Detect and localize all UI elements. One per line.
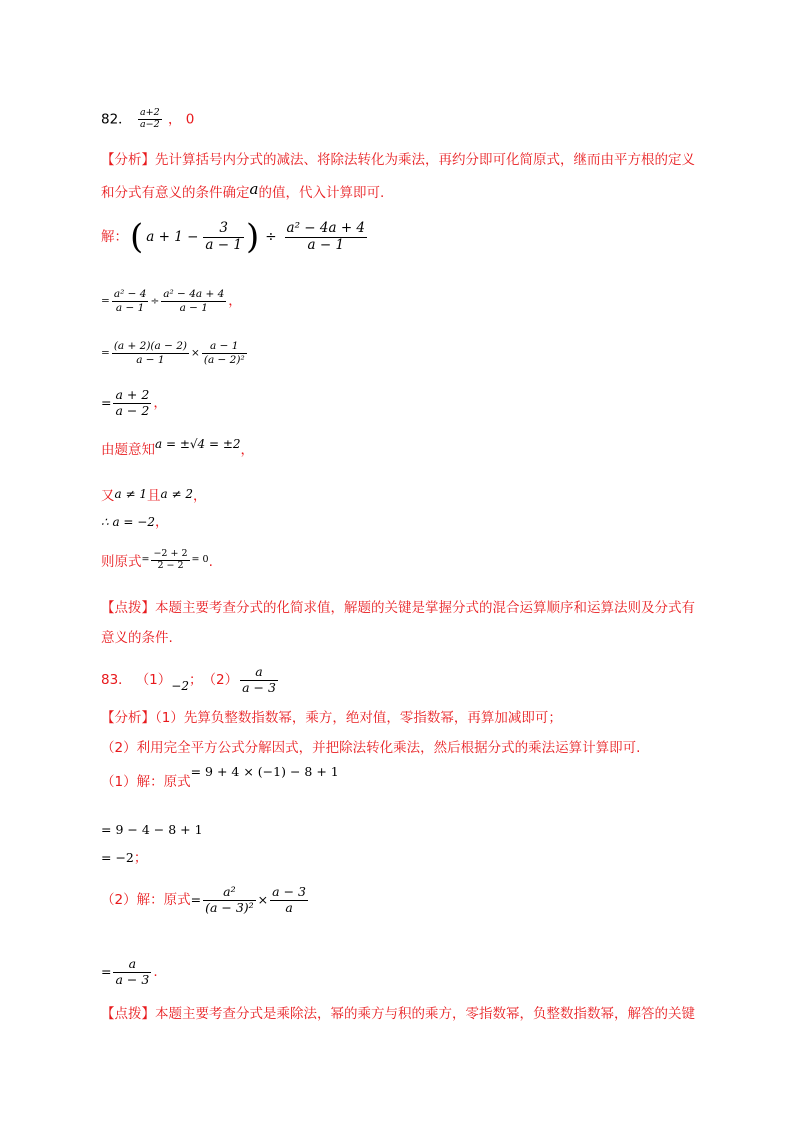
q82-step1-frac2: $\frac{\text{a² − 4a + 4}}{a - 1}$ (163, 288, 225, 314)
q82-tip-line2 (101, 628, 173, 648)
q82-step0: 解： ( a + 1 − $\frac{3}{a - 1}$ ) ÷ $\frac{\text{a² − 4a + 4}}{a - 1}$ (101, 217, 366, 257)
q83-part1-sep: ； (188, 672, 203, 688)
q82-tip-tag: 【点拨】 (101, 600, 155, 616)
q82-step3-eq: = (101, 395, 112, 410)
q82-step3-frac: $\frac{a + 2}{a - 2}$ (115, 387, 150, 418)
q83-sol2-frac2: $\frac{a - 3}{a}$ (272, 884, 306, 915)
q82-step1-frac1: $\frac{\text{a² − 4}}{a - 1}$ (113, 288, 147, 314)
q83-analysis-text2: （2）利用完全平方公式分解因式，并把除法转化乘法，然后根据分式的乘法运算计算即可. (101, 740, 641, 756)
q82-step0-term: a + 1 − (146, 229, 199, 245)
q82-tip-text1: 本题主要考查分式的化简求值，解题的关键是掌握分式的混合运算顺序和运算法则及分式有 (155, 600, 695, 616)
q82-step3 (101, 382, 167, 424)
q83-sol2-step2-frac: $\frac{a}{a - 3}$ (115, 956, 150, 987)
q82-tip-text2: 意义的条件. (101, 630, 173, 646)
q82-known-math: a = ±√4 = ±2 (155, 437, 241, 451)
q82-step0-rhs-fraction: $\frac{\text{a² − 4a + 4}}{a - 1}$ (286, 219, 366, 253)
q82-answer-line (101, 108, 194, 131)
q82-also-line (101, 486, 206, 506)
q83-sol1-step3-line (101, 848, 147, 868)
q82-tip-line1 (101, 598, 695, 618)
q83-answer-line (101, 660, 280, 700)
q82-also-and: 且 (146, 488, 161, 504)
q83-sol1-end: ； (133, 850, 148, 866)
q82-step0-div: ÷ (265, 229, 277, 245)
q83-part1-label: （1） (135, 672, 172, 688)
q82-analysis-text2a: 和分式有意义的条件确定 (101, 185, 250, 201)
q82-answer-fraction: $\frac{a+2}{a-2}$ (139, 107, 160, 130)
q82-step1-end: ， (228, 293, 242, 309)
q83-sol2-step2-eq: = (101, 964, 112, 979)
q82-final-line (101, 544, 213, 580)
q82-step2 (101, 330, 249, 376)
q83-sol1-label: （1）解：原式 (101, 774, 191, 790)
q83-tip-text1: 本题主要考查分式是乘除法，幂的乘方与积的乘方，零指数幂，负整数指数幂，解答的关键 (155, 1006, 695, 1022)
q82-known-end: ， (240, 442, 255, 458)
q82-also-cond1: a ≠ 1 (114, 487, 147, 501)
q82-step2-eq: = (101, 347, 110, 359)
q82-also-end: ， (192, 488, 207, 504)
q82-final-end: . (208, 554, 213, 570)
q82-analysis-text1: 先计算括号内分式的减法、将除法转化为乘法，再约分即可化简原式，继而由平方根的定义 (155, 152, 695, 168)
q83-analysis-line2 (101, 738, 640, 758)
q82-also-text: 又 (101, 488, 115, 504)
q83-analysis-line1 (101, 708, 562, 728)
q82-step2-frac2: $\frac{a - 1}{\text{(a − 2)²}}$ (203, 340, 245, 366)
q82-final-result: = 0 (191, 554, 209, 565)
q83-sol1-step3: = −2 (101, 850, 134, 865)
q83-sol1-step2: = 9 − 4 − 8 + 1 (101, 822, 203, 837)
q82-answer-sep: ， (167, 111, 182, 128)
q83-part1-answer: −2 (171, 679, 189, 693)
q82-step1-div: ÷ (150, 295, 160, 307)
q83-analysis-text1: （1）先算负整数指数幂，乘方，绝对值，零指数幂，再算加减即可； (155, 710, 562, 726)
q83-sol2-end: . (153, 964, 158, 980)
q82-solution-label: 解： (101, 229, 128, 245)
q82-therefore-end: ， (154, 514, 169, 530)
q82-analysis-text2b: 的值，代入计算即可. (258, 185, 385, 201)
q83-analysis-tag: 【分析】 (101, 710, 155, 726)
q83-sol1-expr: = 9 + 4 × (−1) − 8 + 1 (190, 764, 339, 779)
q83-part2-answer: $\frac{a}{a - 3}$ (242, 664, 276, 695)
q83-sol2-step2 (101, 952, 158, 992)
q82-final-frac: $\frac{-2 + 2}{2 - 2}$ (153, 547, 188, 571)
q82-step1-eq: = (101, 295, 110, 307)
q83-tip-line1 (101, 1004, 695, 1024)
q82-step2-times: × (191, 347, 200, 359)
q83-sol2-frac1: $\frac{\text{a²}}{\text{(a − 3)²}}$ (205, 884, 254, 915)
q82-known-line (101, 437, 255, 460)
q83-sol2-eq: = (190, 892, 202, 907)
q83-tip-tag: 【点拨】 (101, 1006, 155, 1022)
q82-analysis-tag: 【分析】 (101, 152, 155, 168)
q83-sol2-times: × (257, 892, 269, 907)
q82-final-eq: = (141, 554, 150, 565)
q82-therefore-math: ∴ a = −2 (101, 515, 155, 529)
q82-also-cond2: a ≠ 2 (160, 487, 193, 501)
q82-step1 (101, 280, 242, 322)
q82-analysis-var: a (249, 180, 259, 198)
q83-sol1-line (101, 764, 339, 792)
q82-number: 82． (101, 111, 132, 128)
q83-number: 83． (101, 672, 132, 688)
q83-sol2-line (101, 876, 310, 924)
q83-part2-label: （2） (202, 672, 239, 688)
q82-answer-zero: 0 (185, 111, 195, 128)
q82-final-text: 则原式 (101, 554, 142, 570)
q82-step2-frac1: $\frac{(a + 2)(a - 2)}{a - 1}$ (113, 340, 188, 366)
q82-step0-fraction: $\frac{3}{a - 1}$ (205, 219, 242, 253)
q82-known-text: 由题意知 (101, 442, 155, 458)
q82-analysis-line2 (101, 182, 384, 203)
q83-sol2-label: （2）解：原式 (101, 892, 191, 908)
q82-therefore-line (101, 512, 168, 532)
q82-analysis-line1 (101, 150, 695, 170)
q82-step3-end: ， (153, 395, 167, 411)
